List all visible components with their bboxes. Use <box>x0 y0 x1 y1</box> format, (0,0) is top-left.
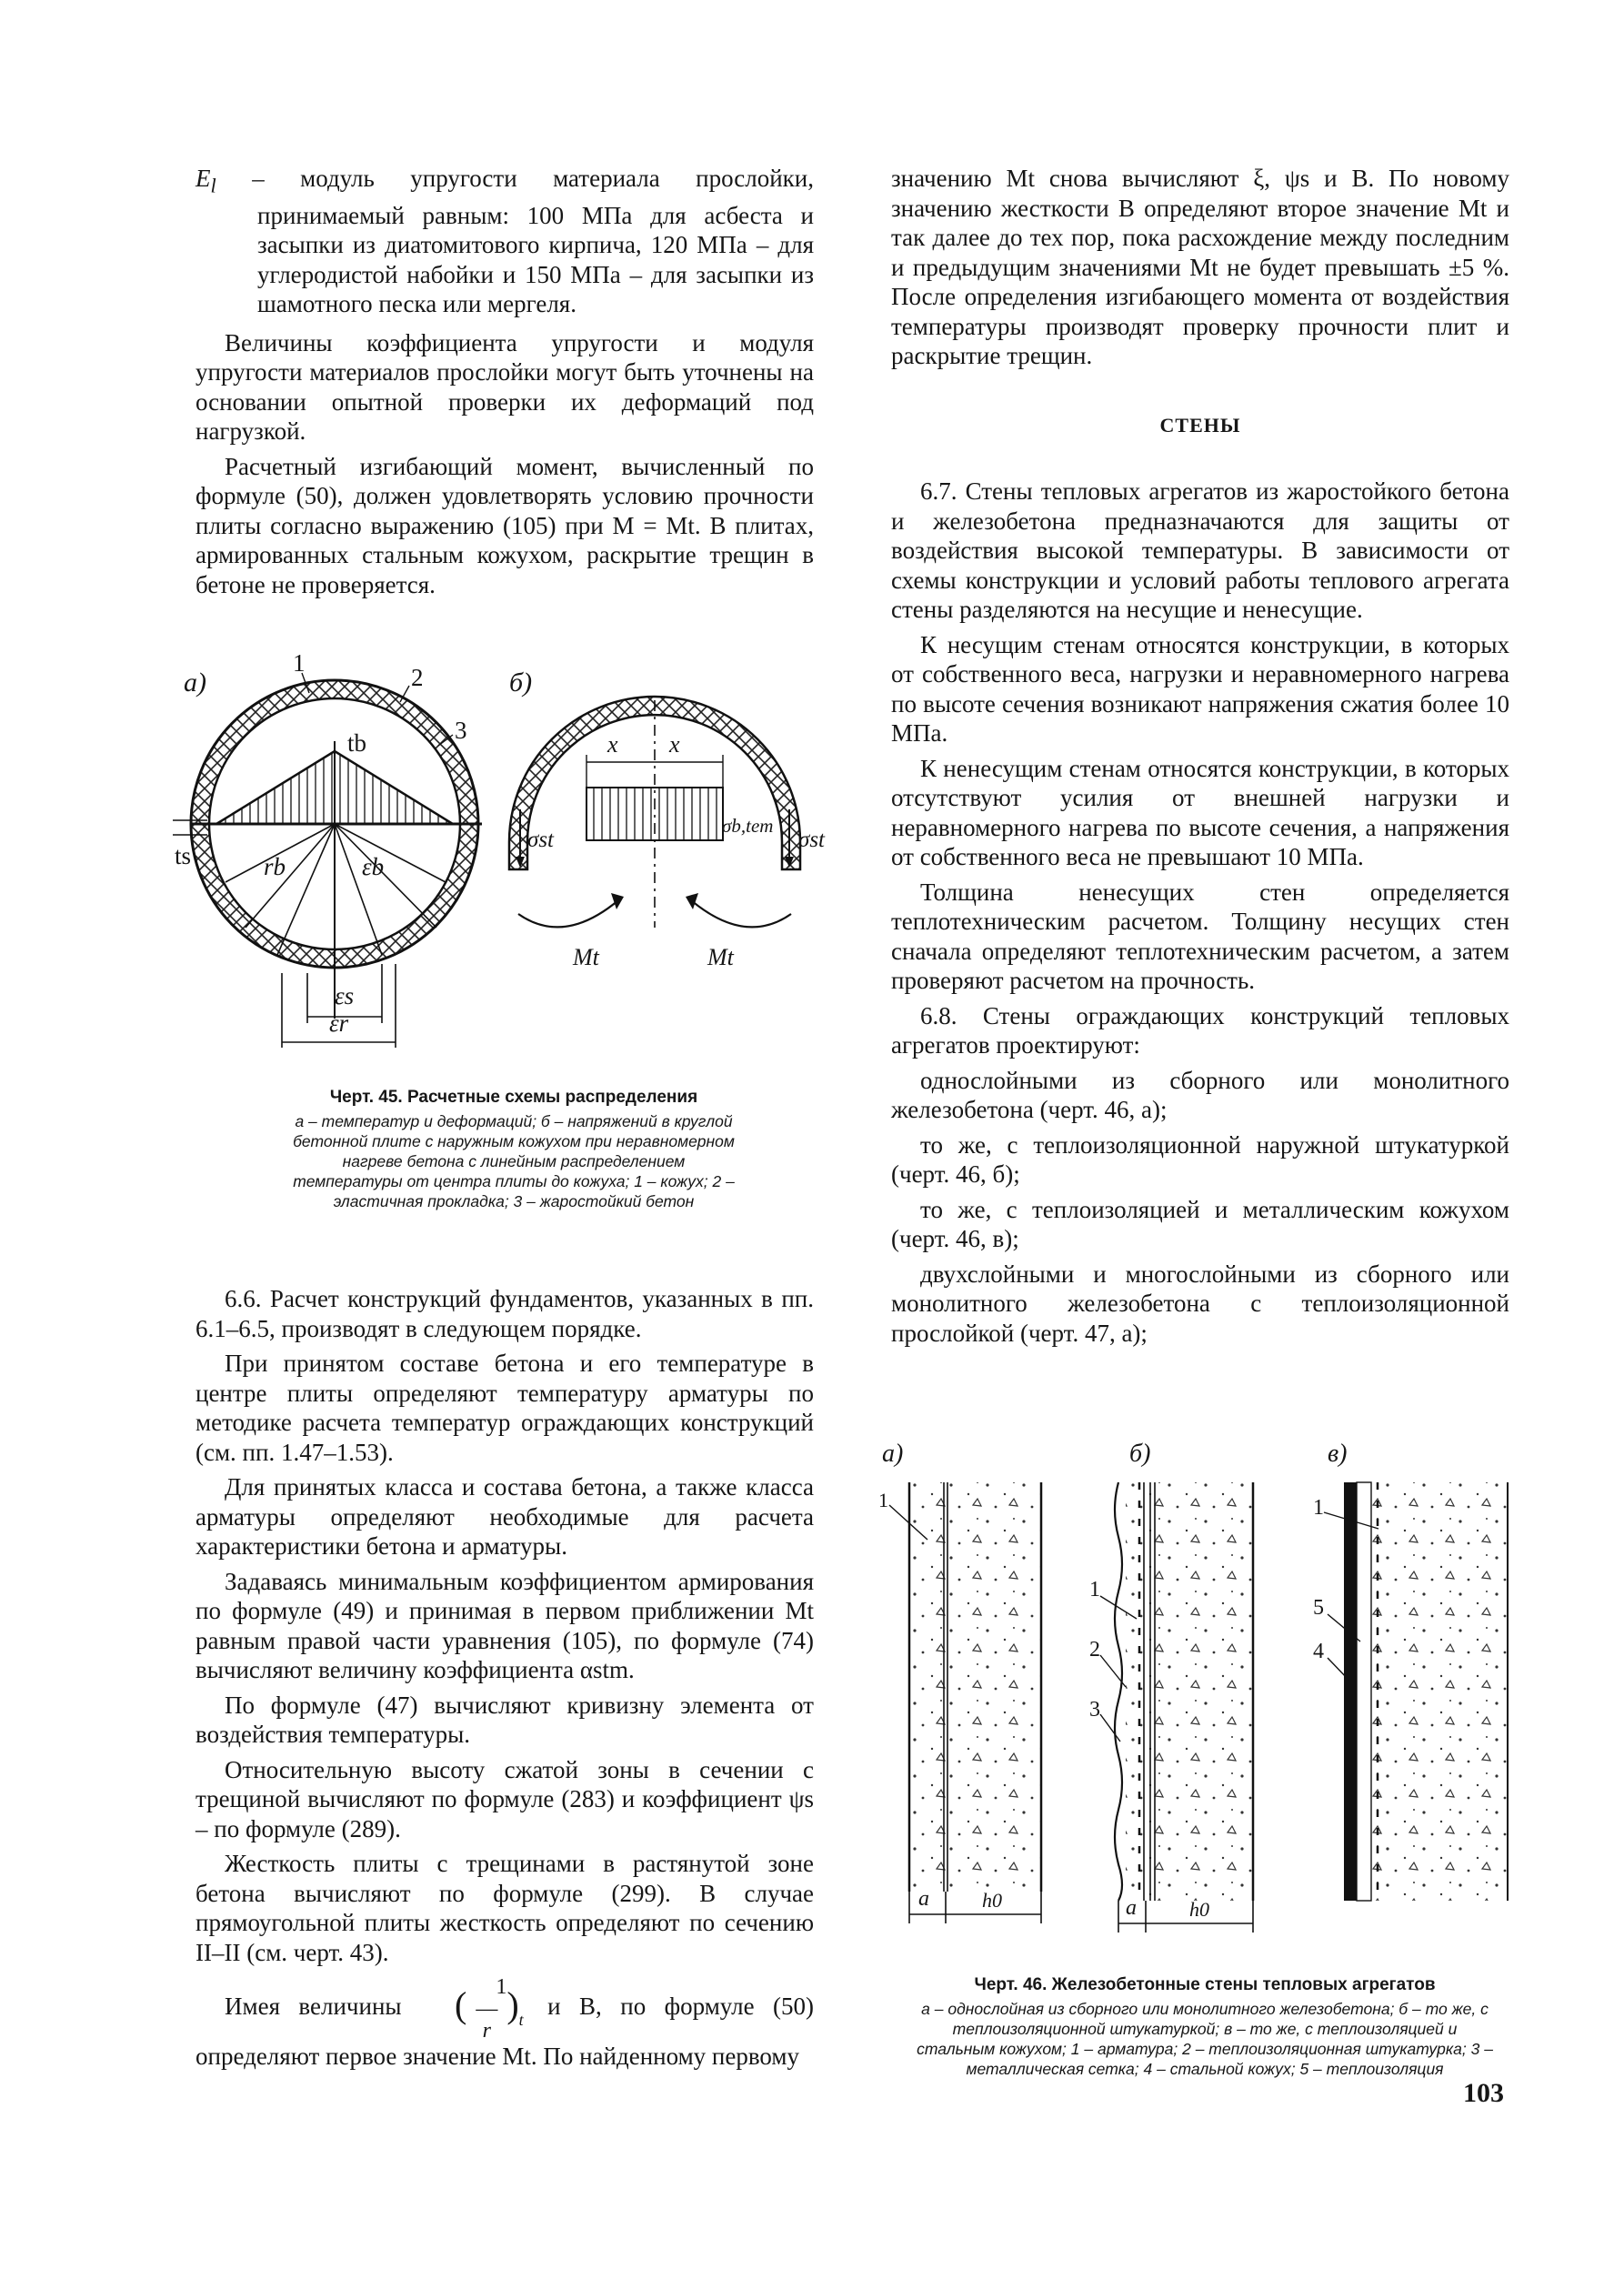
left-column-lower <box>195 1284 814 2077</box>
paragraph: 6.8. Стены ограждающих конструкций тепловых агрегатов проектируют: <box>891 1001 1509 1059</box>
fig45-label: εb <box>362 853 385 880</box>
fig46-label: 4 <box>1313 1640 1324 1663</box>
paragraph: По формуле (47) вычисляют кривизну элемента от воздействия температуры. <box>195 1691 814 1748</box>
figure-46-drawing <box>873 1441 1528 1951</box>
formula-tail: и B, по формуле (50) определяют первое значение Mt. По найденному первому <box>195 1993 815 2070</box>
paragraph: Величины коэффициента упругости и модуля упругости материалов прослойки могут быть уточнены на основании опытной проверки их деформаций под нагрузкой. <box>195 328 814 446</box>
fig45-label: ts <box>175 842 192 869</box>
fig45-label: εr <box>329 1009 349 1037</box>
right-column <box>891 164 1509 1353</box>
fig45-label: x <box>607 731 618 758</box>
figure-46-caption-text: а – однослойная из сборного или монолитного железобетона; б – то же, с теплоизоляционной штукатуркой; в – то же, с теплоизоляцией и стальным кожухом; 1 – арматура; 2 – теплоизоляционная штукатурка; 3 – металлическая сетка; 4 – стальной кожух; 5 – теплоизоляция <box>917 2000 1493 2078</box>
paragraph: Для принятых класса и состава бетона, а также класса арматуры определяют необходимые для расчета характеристики бетона и арматуры. <box>195 1473 814 1560</box>
page-number: 103 <box>1463 2078 1504 2108</box>
paragraph: 6.7. Стены тепловых агрегатов из жаростойкого бетона и железобетона предназначаются для защиты от воздействия высокой температуры. В зависимости от схемы конструкции и условий работы теплового агрегата стены разделяются на несущие и ненесущие. <box>891 477 1509 623</box>
fig46-label: a <box>918 1887 929 1911</box>
definition-text: – модуль упругости материала прослойки, принимаемый равным: 100 МПа для асбеста и засыпки из диатомитового кирпича, 120 МПа – для углеродистой набойки и 150 МПа – для засыпки из шамотного песка или мергеля. <box>216 165 814 318</box>
figure-46-caption <box>914 1975 1496 2079</box>
fig46-label: 5 <box>1313 1596 1324 1620</box>
fig45-label: 1 <box>293 649 306 677</box>
fig46-label: 3 <box>1089 1698 1100 1722</box>
paragraph: При принятом составе бетона и его температуре в центре плиты определяют температуру арматуры по методике расчета температур ограждающих конструкций (см. пп. 1.47–1.53). <box>195 1350 814 1466</box>
fig46-label: 1 <box>1313 1496 1324 1520</box>
fig46-label-v: в) <box>1328 1440 1348 1468</box>
fig46-label: h0 <box>982 1889 1002 1912</box>
fig45-label-b: б) <box>509 668 533 698</box>
fig45-label-a: а) <box>184 668 206 698</box>
paragraph: Жесткость плиты с трещинами в растянутой зоне бетона вычисляют по формуле (299). В случае прямоугольной плиты жесткость определяют по сечению II–II (см. черт. 43). <box>195 1850 814 1966</box>
fig46-label-b: б) <box>1129 1440 1151 1468</box>
list-item: однослойными из сборного или монолитного железобетона (черт. 46, а); <box>891 1066 1509 1123</box>
section-heading: СТЕНЫ <box>1159 413 1241 437</box>
paragraph: К ненесущим стенам относятся конструкции, в которых отсутствуют усилия от внешней нагрузки и неравномерного нагрева по высоте сечения, а напряжения от собственного веса не превышают 10 МПа. <box>891 754 1509 870</box>
list-item: то же, с теплоизоляцией и металлическим кожухом (черт. 46, в); <box>891 1195 1509 1252</box>
fig46-label: 1 <box>1089 1578 1100 1601</box>
figure-45 <box>173 649 827 1064</box>
fig45-label: 3 <box>455 717 467 744</box>
paragraph: Расчетный изгибающий момент, вычисленный по формуле (50), должен удовлетворять условию прочности плиты согласно выражению (105) при M = Mt. В плитах, армированных стальным кожухом, раскрытие трещин в бетоне не проверяется. <box>195 452 814 598</box>
paragraph-with-formula <box>195 1976 814 2072</box>
figure-45-caption-title: Черт. 45. Расчетные схемы распределения <box>329 1088 698 1107</box>
fig46-label: 2 <box>1089 1638 1100 1662</box>
paragraph: Задаваясь минимальным коэффициентом армирования по формуле (49) и принимая в первом приближении Mt равным правой части уравнения (105), по формуле (74) вычисляют величину коэффициента αstm. <box>195 1567 814 1683</box>
paragraph: значению Mt снова вычисляют ξ, ψs и B. По новому значению жесткости B определяют второе значение Mt и так далее до тех пор, пока расхождение между последним и предыдущим значениями Mt не будет превышать ±5 %. После определения изгибающего момента от воздействия температуры производят проверку прочности плит и раскрытие трещин. <box>891 165 1509 369</box>
formula-1-over-r: ( 1 — $r)_t$ <box>455 1975 524 2043</box>
definition-el <box>195 164 814 319</box>
fig45-label: x <box>669 731 680 758</box>
fig45-label: rb <box>264 853 286 880</box>
fig45-label: σst <box>527 828 555 852</box>
fig46-label: 1 <box>878 1489 888 1511</box>
left-column <box>195 164 814 605</box>
fig46-label: a <box>1126 1896 1137 1920</box>
figure-46 <box>873 1441 1528 1951</box>
list-item: то же, с теплоизоляционной наружной штукатуркой (черт. 46, б); <box>891 1130 1509 1188</box>
fig46-label-a: а) <box>882 1440 904 1468</box>
formula-lead: Имея величины <box>225 1993 402 2021</box>
fig45-label: εs <box>335 982 355 1009</box>
fig45-label: σb,tem <box>722 815 774 837</box>
paragraph: Толщина ненесущих стен определяется теплотехническим расчетом. Толщину несущих стен сначала определяют теплотехническим расчетом, а затем проверяют расчетом на прочность. <box>891 878 1509 994</box>
figure-45-caption-text: а – температур и деформаций; б – напряжений в круглой бетонной плите с наружным кожухом при неравномерном нагреве бетона с линейным распределением температуры от центра плиты до кожуха; 1 – кожух; 2 – эластичная прокладка; 3 – жаростойкий бетон <box>293 1112 735 1210</box>
paragraph: Относительную высоту сжатой зоны в сечении с трещиной вычисляют по формуле (283) и коэффициент ψs – по формуле (289). <box>195 1755 814 1842</box>
term-e: $E_l$ <box>195 165 216 197</box>
figure-45-caption <box>286 1088 741 1211</box>
fig45-label: tb <box>347 729 367 757</box>
fig46-label: h0 <box>1189 1898 1209 1921</box>
figure-46-caption-title: Черт. 46. Железобетонные стены тепловых агрегатов <box>974 1975 1436 1994</box>
fig45-label: σst <box>798 828 826 852</box>
list-item: двухслойными и многослойными из сборного или монолитного железобетона с теплоизоляционной прослойкой (черт. 47, а); <box>891 1260 1509 1347</box>
fig45-label: 2 <box>411 664 424 691</box>
fig45-label: Mt <box>707 944 734 970</box>
fig45-label: Mt <box>573 944 599 970</box>
paragraph: 6.6. Расчет конструкций фундаментов, указанных в пп. 6.1–6.5, производят в следующем порядке. <box>195 1285 814 1342</box>
paragraph: К несущим стенам относятся конструкции, в которых от собственного веса, нагрузки и неравномерного нагрева по высоте сечения возникают напряжения сжатия более 10 МПа. <box>891 630 1509 747</box>
